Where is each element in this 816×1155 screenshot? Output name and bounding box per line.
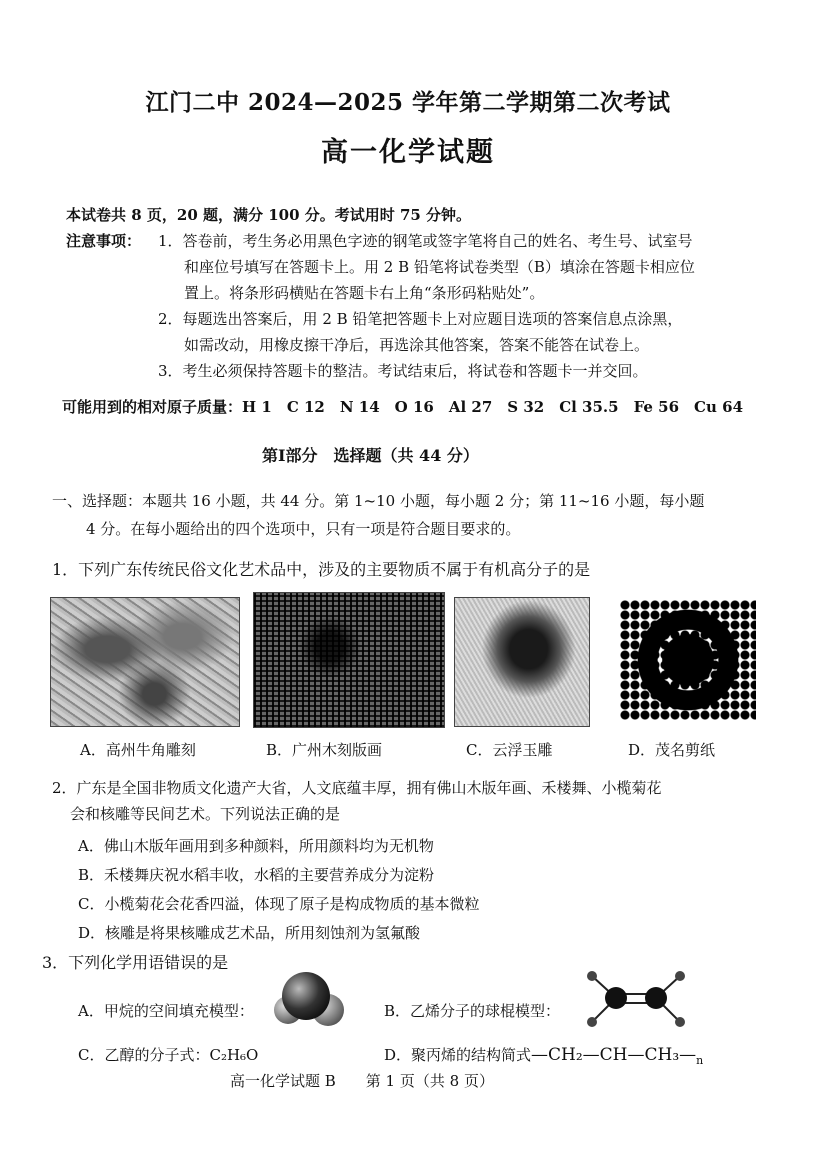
q3-option-c: C．乙醇的分子式：C₂H₆O xyxy=(78,1046,259,1064)
q3-option-d-label: D．聚丙烯的结构简式 xyxy=(384,1046,532,1064)
question-2-stem: 会和核雕等民间艺术。下列说法正确的是 xyxy=(70,805,341,823)
ethene-ball-stick-model xyxy=(578,966,696,1032)
q1-option-b: B．广州木刻版画 xyxy=(266,741,383,759)
note-line: 和座位号填写在答题卡上。用 2 B 铅笔将试卷类型（B）填涂在答题卡相应位 xyxy=(184,258,695,276)
note-line: 1．答卷前，考生务必用黑色字迹的钢笔或签字笔将自己的姓名、考生号、试室号 xyxy=(158,232,693,250)
question-3-stem: 3．下列化学用语错误的是 xyxy=(42,953,229,972)
q1-option-c: C．云浮玉雕 xyxy=(466,741,553,759)
exam-summary: 本试卷共 8 页，20 题，满分 100 分。考试用时 75 分钟。 xyxy=(66,206,472,224)
q2-option-d: D．核雕是将果核雕成艺术品，所用刻蚀剂为氢氟酸 xyxy=(78,924,421,942)
polymer-subscript: n xyxy=(696,1054,704,1067)
jade-carving-image xyxy=(454,597,590,727)
woodcut-print-image xyxy=(253,592,445,728)
methane-space-filling-model xyxy=(268,964,356,1032)
part1-instruction: 一、选择题：本题共 16 小题，共 44 分。第 1~10 小题，每小题 2 分；第 11~16 小题，每小题 xyxy=(52,492,705,510)
subject-title: 高一化学试题 xyxy=(321,137,495,168)
page-footer: 高一化学试题 B 第 1 页（共 8 页） xyxy=(230,1072,494,1090)
exam-title: 江门二中 2024—2025 学年第二学期第二次考试 xyxy=(145,89,671,116)
atomic-mass-line: 可能用到的相对原子质量：H 1 C 12 N 14 O 16 Al 27 S 32 Cl 35.5 Fe 56 Cu 64 xyxy=(62,398,744,416)
q2-option-a: A．佛山木版年画用到多种颜料，所用颜料均为无机物 xyxy=(78,837,434,855)
note-line: 3．考生必须保持答题卡的整洁。考试结束后，将试卷和答题卡一并交回。 xyxy=(158,362,648,380)
note-line: 置上。将条形码横贴在答题卡右上角“条形码粘贴处”。 xyxy=(184,284,545,302)
note-line: 2．每题选出答案后，用 2 B 铅笔把答题卡上对应题目选项的答案信息点涂黑， xyxy=(158,310,683,328)
q3-option-d xyxy=(384,1044,703,1067)
question-2-stem: 2．广东是全国非物质文化遗产大省，人文底蕴丰厚，拥有佛山木版年画、禾楼舞、小榄菊花 xyxy=(52,779,662,797)
ox-horn-carving-image xyxy=(50,597,240,727)
q3-option-b: B．乙烯分子的球棍模型： xyxy=(384,1002,561,1020)
q2-option-c: C．小榄菊花会花香四溢，体现了原子是构成物质的基本微粒 xyxy=(78,895,480,913)
q2-option-b: B．禾楼舞庆祝水稻丰收，水稻的主要营养成分为淀粉 xyxy=(78,866,435,884)
q3-option-a: A．甲烷的空间填充模型： xyxy=(78,1002,254,1020)
note-line: 如需改动，用橡皮擦干净后，再选涂其他答案，答案不能答在试卷上。 xyxy=(184,336,650,354)
q1-option-a: A．高州牛角雕刻 xyxy=(80,741,196,759)
notes-label: 注意事项： xyxy=(66,232,142,250)
question-1-stem: 1．下列广东传统民俗文化艺术品中，涉及的主要物质不属于有机高分子的是 xyxy=(52,560,591,579)
paper-cut-image xyxy=(620,600,756,720)
polypropylene-formula: —CH₂—CH—CH₃— xyxy=(531,1045,697,1065)
q1-option-d: D．茂名剪纸 xyxy=(628,741,716,759)
part1-heading: 第Ⅰ部分 选择题（共 44 分） xyxy=(262,446,479,465)
part1-instruction: 4 分。在每小题给出的四个选项中，只有一项是符合题目要求的。 xyxy=(86,520,521,538)
